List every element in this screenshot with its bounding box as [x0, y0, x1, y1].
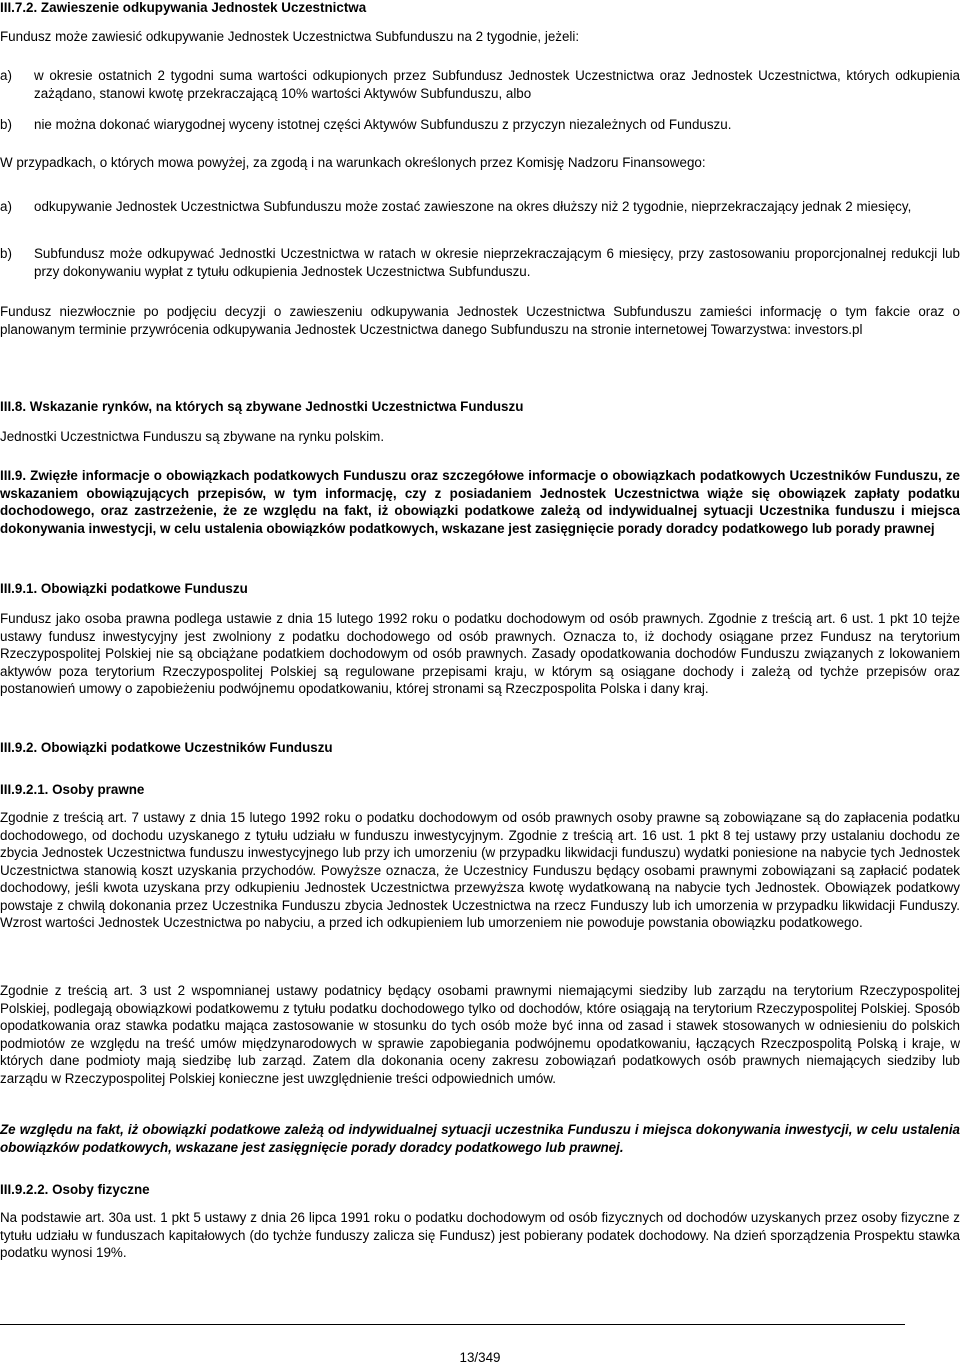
paragraph: Jednostki Uczestnictwa Funduszu są zbywane na rynku polskim. [0, 429, 385, 444]
page-number: 13/349 [459, 1350, 501, 1365]
list-item-label: b) [0, 246, 12, 261]
paragraph: Fundusz jako osoba prawna podlega ustawie z dnia 15 lutego 1992 roku o podatku dochodowym od osób prawnych. Zgodnie z treścią art. 6 ust. 1 pkt 10 tejże ustawy fundusz inwestycyjny jest zwolniony z podatku dochodowego od osób prawnych. Oznacza to, iż dochody osiągane przez Fundusz na terytorium Rzeczypospolitej Polskiej nie są obciążane podatkiem dochodowym od osób prawnych. Zasady opodatkowania dochodów Funduszu związanych z lokowaniem aktywów poza terytorium Rzeczypospolitej Polskiej są regulowane przepisami kraju, w którym są osiągane dochody i zależą od tychże przepisów oraz postanowień umowy o zapobieżeniu podwójnemu opodatkowaniu, której stronami są Rzeczpospolita Polska i dany kraj. [0, 611, 960, 696]
list-item-text: w okresie ostatnich 2 tygodni suma wartości odkupionych przez Subfundusz Jednostek Uczestnictwa oraz Jednostek Uczestnictwa, których odkupienia zażądano, stanowi kwotę przekraczającą 10% wartości Aktywów Subfunduszu, albo [34, 68, 960, 101]
list-item-text: odkupywanie Jednostek Uczestnictwa Subfunduszu może zostać zawieszone na okres dłuższy niż 2 tygodnie, nieprzekraczający jednak 2 miesięcy, [34, 199, 912, 214]
paragraph: Fundusz niezwłocznie po podjęciu decyzji o zawieszeniu odkupywania Jednostek Uczestnictwa Subfunduszu zamieści informację o tym fakcie oraz o planowanym terminie przywrócenia odkupywania Jednostek Uczestnictwa danego Subfunduszu na stronie internetowej Towarzystwa: investors.pl [0, 304, 960, 337]
section-heading-9-2-2: III.9.2.2. Osoby fizyczne [0, 1182, 150, 1197]
paragraph-intro: Fundusz może zawiesić odkupywanie Jednostek Uczestnictwa Subfunduszu na 2 tygodnie, jeżeli: [0, 29, 580, 44]
list-item-text: nie można dokonać wiarygodnej wyceny istotnej części Aktywów Subfunduszu z przyczyn niezależnych od Funduszu. [34, 117, 732, 132]
section-heading-9-2-1: III.9.2.1. Osoby prawne [0, 782, 145, 797]
section-heading-9: III.9. Zwięzłe informacje o obowiązkach podatkowych Funduszu oraz szczegółowe informacje o obowiązkach podatkowych Uczestników Funduszu, ze wskazaniem obowiązujących przepisów, w tym informację, czy z posiadaniem Jednostek Uczestnictwa wiąże się obowiązek zapłaty podatku dochodowego, oraz zastrzeżenie, że ze względu na fakt, iż obowiązki podatkowe zależą od indywidualnej sytuacji Uczestnika funduszu i miejsca dokonywania inwestycji, w celu ustalenia obowiązków podatkowych, wskazane jest zasięgnięcie porady doradcy podatkowego lub porady prawnej [0, 468, 960, 536]
list-item-label: b) [0, 117, 12, 132]
list-item-label: a) [0, 199, 12, 214]
list-item-label: a) [0, 68, 12, 83]
section-heading-9-1: III.9.1. Obowiązki podatkowe Funduszu [0, 581, 248, 596]
paragraph: Zgodnie z treścią art. 3 ust 2 wspomnianej ustawy podatnicy będący osobami prawnymi niemającymi siedziby lub zarządu na terytorium Rzeczypospolitej Polskiej, podlegają obowiązkowi podatkowemu z tytułu podatku dochodowego tylko od dochodów, które osiągają na terytorium Rzeczypospolitej Polskiej. Sposób opodatkowania oraz stawka podatku mająca zastosowanie w stosunku do tych osób może być inna od zasad i stawek stosowanych w odniesieniu do polskich podmiotów ze względu na treść umów międzynarodowych w sprawie zapobiegania podwójnemu opodatkowaniu, łączących Rzeczpospolitą Polską i kraje, w których dane podmioty mają siedzibę lub zarząd. Zatem dla dokonania oceny zakresu zobowiązań podatkowych osób prawnych niemających siedziby lub zarządu w Rzeczypospolitej Polskiej konieczne jest uwzględnienie treści odpowiednich umów. [0, 983, 960, 1086]
paragraph: W przypadkach, o których mowa powyżej, za zgodą i na warunkach określonych przez Komisję Nadzoru Finansowego: [0, 155, 706, 170]
section-heading-8: III.8. Wskazanie rynków, na których są zbywane Jednostki Uczestnictwa Funduszu [0, 399, 524, 414]
section-heading-7-2: III.7.2. Zawieszenie odkupywania Jednostek Uczestnictwa [0, 0, 367, 15]
paragraph: Zgodnie z treścią art. 7 ustawy z dnia 15 lutego 1992 roku o podatku dochodowym od osób prawnych osoby prawne są zobowiązane są do zapłacenia podatku dochodowego, od dochodu uzyskanego z tytułu udziału w funduszu inwestycyjnym. Zgodnie z treścią art. 16 ust. 1 pkt 8 tej ustawy przy ustalaniu dochodu ze zbycia Jednostek Uczestnictwa funduszu inwestycyjnego lub przy ich umorzeniu (w przypadku likwidacji funduszu) wydatki poniesione na nabycie tych Jednostek Uczestnictwa stanowią koszt uzyskania przychodów. Powyższe oznacza, że Uczestnicy Funduszu będący osobami prawnymi zobowiązani są zapłacić podatek dochodowy, jeśli kwota uzyskana przy odkupieniu Jednostek Uczestnictwa przewyższa kwotę wydatkowaną na nabycie tych Jednostek. Obowiązek podatkowy powstaje z chwilą dokonania przez Uczestnika Funduszu zbycia Jednostek Uczestnictwa na rzecz Funduszy lub ich umorzenia w przypadku likwidacji Funduszy. Wzrost wartości Jednostek Uczestnictwa po nabyciu, a przed ich odkupieniem lub umorzeniem nie powoduje powstania obowiązku podatkowego. [0, 810, 960, 930]
list-item-text: Subfundusz może odkupywać Jednostki Uczestnictwa w ratach w okresie nieprzekraczającym 6 miesięcy, przy zastosowaniu proporcjonalnej redukcji lub przy dokonywaniu wypłat z tytułu odkupienia Jednostek Uczestnictwa Subfunduszu. [34, 246, 960, 279]
footer-divider [0, 1324, 905, 1325]
section-heading-9-2: III.9.2. Obowiązki podatkowe Uczestników Funduszu [0, 740, 333, 755]
tax-advice-note: Ze względu na fakt, iż obowiązki podatkowe zależą od indywidualnej sytuacji uczestnika Funduszu i miejsca dokonywania inwestycji, w celu ustalenia obowiązków podatkowych, wskazane jest zasięgnięcie porady doradcy podatkowego lub prawnej. [0, 1122, 960, 1155]
paragraph: Na podstawie art. 30a ust. 1 pkt 5 ustawy z dnia 26 lipca 1991 roku o podatku dochodowym od osób fizycznych od dochodów uzyskanych przez osoby fizyczne z tytułu udziału w funduszach kapitałowych (do tychże funduszy zalicza się Fundusz) jest pobierany podatek dochodowy. Na dzień sporządzenia Prospektu stawka podatku wynosi 19%. [0, 1210, 960, 1260]
